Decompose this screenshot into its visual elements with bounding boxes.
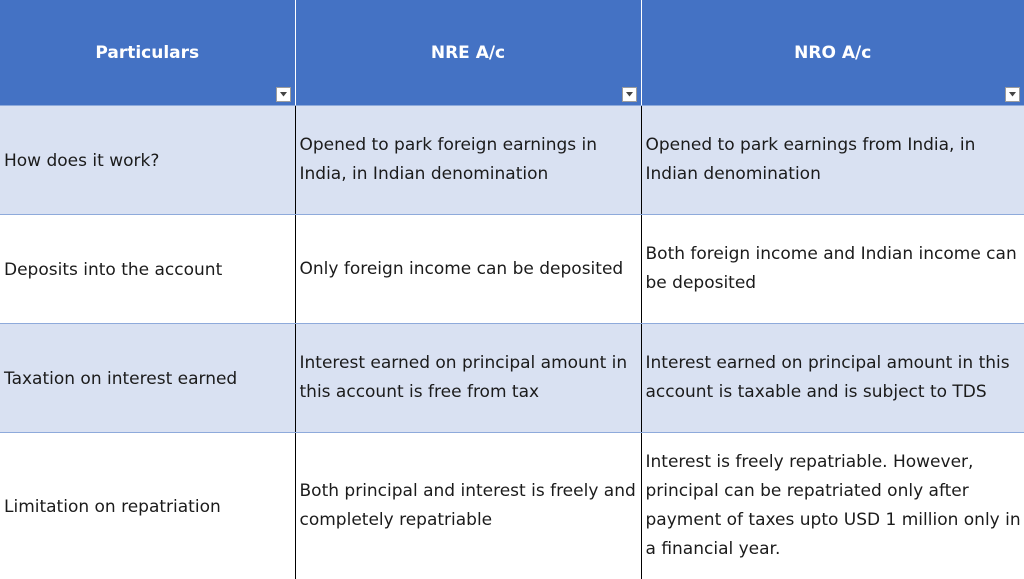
- cell-nro[interactable]: Both foreign income and Indian income can be deposited: [641, 215, 1024, 324]
- filter-dropdown-particulars[interactable]: [276, 87, 291, 102]
- header-nro-label: NRO A/c: [794, 43, 871, 63]
- cell-particular[interactable]: Limitation on repatriation: [0, 433, 295, 579]
- table-row: [0, 215, 1024, 324]
- cell-nro[interactable]: Opened to park earnings from India, in Indian denomination: [641, 106, 1024, 215]
- header-nre-label: NRE A/c: [431, 43, 505, 63]
- filter-dropdown-nre[interactable]: [622, 87, 637, 102]
- cell-particular[interactable]: Taxation on interest earned: [0, 324, 295, 433]
- header-particulars-label: Particulars: [95, 43, 199, 63]
- header-nro: [641, 0, 1024, 106]
- cell-nro[interactable]: Interest earned on principal amount in this account is taxable and is subject to TDS: [641, 324, 1024, 433]
- dropdown-arrow-icon: [1009, 92, 1016, 97]
- header-nre: [295, 0, 641, 106]
- cell-nre[interactable]: Opened to park foreign earnings in India, in Indian denomination: [295, 106, 641, 215]
- dropdown-arrow-icon: [626, 92, 633, 97]
- cell-nre[interactable]: Both principal and interest is freely and completely repatriable: [295, 433, 641, 579]
- cell-nre[interactable]: Interest earned on principal amount in this account is free from tax: [295, 324, 641, 433]
- table-row: [0, 433, 1024, 579]
- filter-dropdown-nro[interactable]: [1005, 87, 1020, 102]
- dropdown-arrow-icon: [280, 92, 287, 97]
- cell-particular[interactable]: How does it work?: [0, 106, 295, 215]
- cell-nre[interactable]: Only foreign income can be deposited: [295, 215, 641, 324]
- header-row: [0, 0, 1024, 106]
- cell-nro[interactable]: Interest is freely repatriable. However, principal can be repatriated only after payment of taxes upto USD 1 million only in a financial year.: [641, 433, 1024, 579]
- header-particulars: [0, 0, 295, 106]
- table-row: [0, 324, 1024, 433]
- table-row: [0, 106, 1024, 215]
- cell-particular[interactable]: Deposits into the account: [0, 215, 295, 324]
